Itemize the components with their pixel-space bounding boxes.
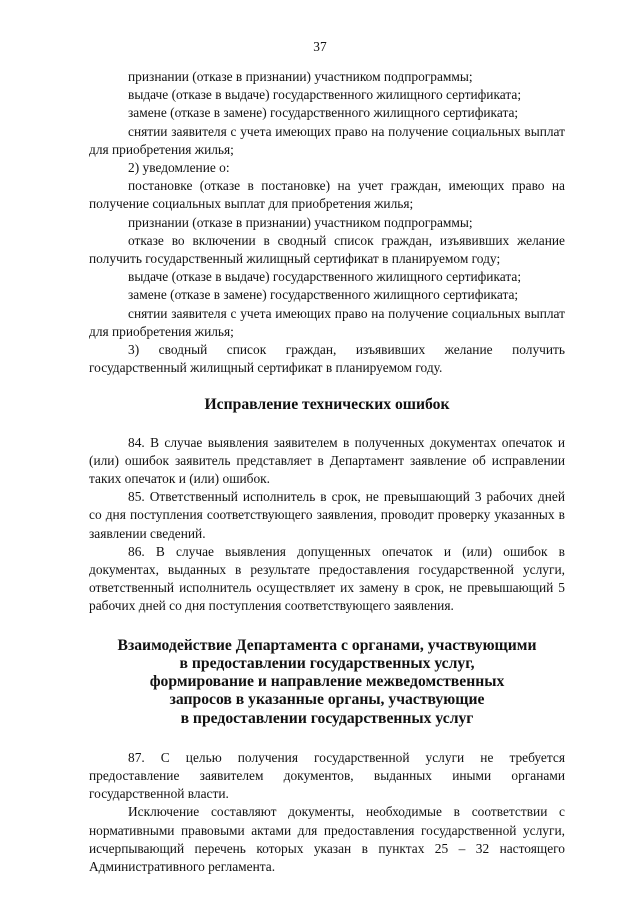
heading-line: в предоставлении государственных услуг, (179, 654, 475, 672)
paragraph: признании (отказе в признании) участником подпрограммы; (128, 214, 473, 230)
paragraph: замене (отказе в замене) государственного жилищного сертификата; (128, 105, 519, 121)
paragraph: признании (отказе в признании) участником подпрограммы; (128, 69, 473, 84)
paragraph: 3) сводный список граждан, изъявивших желание получить государственный жилищный сертификат в планируемом году. (89, 342, 565, 376)
paragraph: отказе во включении в сводный список граждан, изъявивших желание получить государственный жилищный сертификат в планируемом году; (89, 232, 565, 267)
paragraph: снятии заявителя с учета имеющих право на получение социальных выплат для приобретения жилья; (89, 123, 565, 157)
section-title-interaction (89, 637, 565, 728)
paragraph: 2) уведомление о: (128, 160, 230, 176)
heading-line: Взаимодействие Департамента с органами, участвующими (117, 636, 537, 654)
heading-line: в предоставлении государственных услуг (180, 709, 474, 727)
paragraph: Исключение составляют документы, необходимые в соответствии с нормативными правовыми актами для предоставления государственной услуги, исчерпывающий перечень которых указан в пунктах 25 – 32 настоящего Административного регламента. (89, 804, 565, 874)
paragraph: постановке (отказе в постановке) на учет граждан, имеющих право на получение социальных выплат для приобретения жилья; (89, 178, 565, 212)
page-number: 37 (313, 39, 327, 54)
interaction-paragraphs (89, 749, 565, 876)
paragraph: выдаче (отказе в выдаче) государственного жилищного сертификата; (128, 87, 522, 103)
heading-line: запросов в указанные органы, участвующие (169, 691, 485, 709)
paragraph: 85. Ответственный исполнитель в срок, не превышающий 3 рабочих дней со дня поступления соответствующего заявления, проводит проверку указанных в заявлении сведений. (89, 489, 565, 541)
paragraph: замене (отказе в замене) государственного жилищного сертификата; (128, 287, 519, 303)
heading-line: формирование и направление межведомственных (149, 673, 505, 691)
paragraph: 87. С целью получения государственной услуги не требуется предоставление заявителем документов, выданных иными органами государственной власти. (89, 749, 565, 802)
section-title-technical-errors (89, 396, 565, 414)
paragraph: 84. В случае выявления заявителем в полученных документах опечаток и (или) ошибок заявитель представляет в Департамент заявление об исправлении таких опечаток и (или) ошибок. (89, 434, 565, 487)
notification-list (89, 68, 565, 377)
paragraph: снятии заявителя с учета имеющих право на получение социальных выплат для приобретения жилья; (89, 305, 565, 339)
paragraph: 86. В случае выявления допущенных опечаток и (или) ошибок в документах, выданных в результате предоставления государственной услуги, ответственный исполнитель осуществляет их замену в срок, не превышающий 5 рабочих дней со дня поступления соответствующего заявления. (89, 543, 565, 614)
technical-errors-paragraphs (89, 434, 565, 616)
heading-line: Исправление технических ошибок (204, 396, 450, 414)
paragraph: выдаче (отказе в выдаче) государственного жилищного сертификата; (128, 269, 522, 285)
page-body (89, 68, 565, 876)
